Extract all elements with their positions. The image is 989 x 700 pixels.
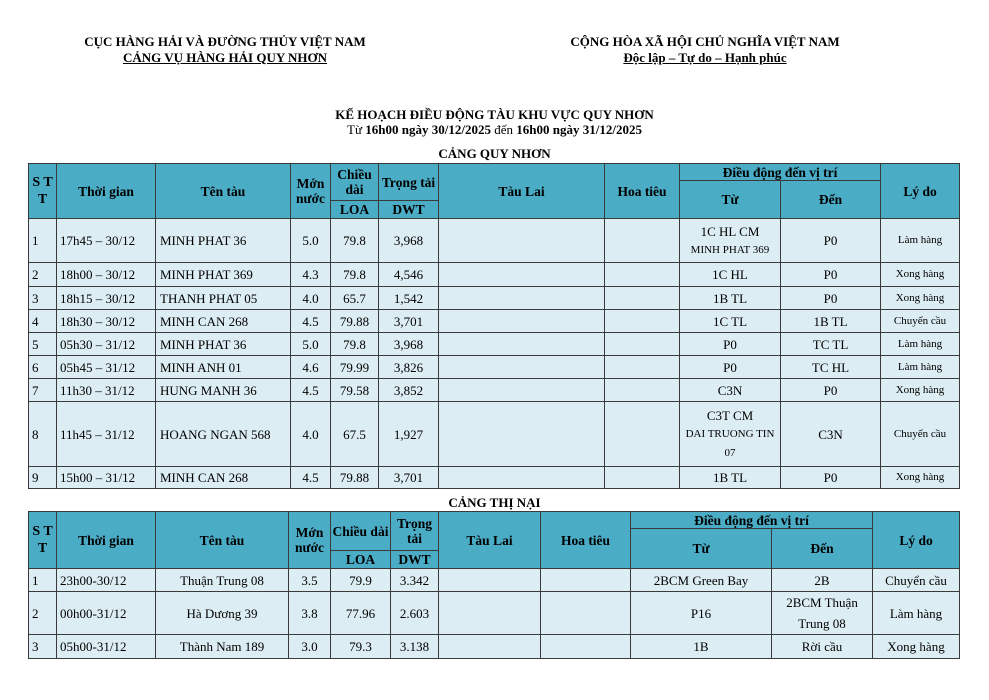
to-cell: TC HL <box>781 356 881 379</box>
draft-cell: 5.0 <box>291 219 331 263</box>
tug-cell <box>439 219 605 263</box>
loa-cell: 79.88 <box>331 467 379 489</box>
col-to: Đến <box>781 181 881 219</box>
col-length: Chiều dài <box>331 164 379 201</box>
from-location: 1C TL <box>712 313 748 329</box>
stt-cell: 2 <box>29 263 57 287</box>
from-cell <box>680 356 781 379</box>
quynhon-table <box>28 163 960 489</box>
draft-cell: 4.3 <box>291 263 331 287</box>
from-cell <box>680 287 781 310</box>
tug-cell <box>439 333 605 356</box>
table-row <box>29 402 960 467</box>
tug-cell <box>439 356 605 379</box>
from-cell <box>680 402 781 467</box>
ship-cell: Thành Nam 189 <box>156 635 289 659</box>
from-location: C3N <box>717 382 743 398</box>
pilot-cell <box>605 356 680 379</box>
pilot-cell <box>605 333 680 356</box>
ship-cell: Hà Dương 39 <box>156 592 289 635</box>
reason-cell: Làm hàng <box>881 333 960 356</box>
stt-cell: 4 <box>29 310 57 333</box>
col-stt: S T T <box>29 164 57 219</box>
to-cell: P0 <box>781 287 881 310</box>
to-cell: 2B <box>772 569 873 592</box>
table-row <box>29 310 960 333</box>
dwt-cell: 3.138 <box>391 635 439 659</box>
time-cell: 18h30 – 30/12 <box>57 310 156 333</box>
dwt-cell: 3,852 <box>379 379 439 402</box>
from-location-detail: MINH PHAT 369 <box>690 243 770 256</box>
dwt-cell: 3,826 <box>379 356 439 379</box>
col-move: Điều động đến vị trí <box>680 164 881 181</box>
from-location: 1C HL CM <box>700 223 760 239</box>
to-cell: C3N <box>781 402 881 467</box>
col-move: Điều động đến vị trí <box>631 512 873 529</box>
stt-cell: 3 <box>29 635 57 659</box>
time-cell: 18h00 – 30/12 <box>57 263 156 287</box>
col-dwt: Trọng tải <box>379 164 439 201</box>
col-ship: Tên tàu <box>156 512 289 569</box>
col-tug: Tàu Lai <box>439 164 605 219</box>
national-header <box>540 34 870 66</box>
stt-cell: 7 <box>29 379 57 402</box>
reason-cell: Chuyển cầu <box>881 402 960 467</box>
table-row <box>29 467 960 489</box>
table-row <box>29 263 960 287</box>
loa-cell: 79.88 <box>331 310 379 333</box>
col-tug: Tàu Lai <box>439 512 541 569</box>
loa-cell: 79.8 <box>331 219 379 263</box>
reason-cell: Xong hàng <box>881 467 960 489</box>
agency-header <box>60 34 390 66</box>
time-cell: 11h30 – 31/12 <box>57 379 156 402</box>
col-loa: LOA <box>331 551 391 569</box>
time-cell: 17h45 – 30/12 <box>57 219 156 263</box>
reason-cell: Chuyển cầu <box>881 310 960 333</box>
stt-cell: 3 <box>29 287 57 310</box>
col-length: Chiều dài <box>331 512 391 551</box>
dwt-cell: 2.603 <box>391 592 439 635</box>
table-row <box>29 379 960 402</box>
tug-cell <box>439 569 541 592</box>
dwt-cell: 3.342 <box>391 569 439 592</box>
time-cell: 05h30 – 31/12 <box>57 333 156 356</box>
stt-cell: 5 <box>29 333 57 356</box>
reason-cell: Xong hàng <box>881 379 960 402</box>
from-cell <box>680 333 781 356</box>
to-cell: Rời cầu <box>772 635 873 659</box>
col-dwt-unit: DWT <box>391 551 439 569</box>
from-cell: P16 <box>631 592 772 635</box>
to-cell: P0 <box>781 219 881 263</box>
pilot-cell <box>605 402 680 467</box>
table-row <box>29 592 960 635</box>
tug-cell <box>439 635 541 659</box>
col-time: Thời gian <box>57 512 156 569</box>
time-cell: 05h45 – 31/12 <box>57 356 156 379</box>
stt-cell: 1 <box>29 569 57 592</box>
pilot-cell <box>541 592 631 635</box>
ship-cell: MINH CAN 268 <box>156 310 291 333</box>
col-ship: Tên tàu <box>156 164 291 219</box>
agency-name: CỤC HÀNG HẢI VÀ ĐƯỜNG THỦY VIỆT NAM <box>84 34 366 49</box>
from-cell <box>680 219 781 263</box>
from-cell <box>680 467 781 489</box>
ship-cell: MINH PHAT 369 <box>156 263 291 287</box>
pilot-cell <box>605 379 680 402</box>
to-cell: 1B TL <box>781 310 881 333</box>
table-row <box>29 356 960 379</box>
reason-cell: Chuyển cầu <box>873 569 960 592</box>
pilot-cell <box>605 310 680 333</box>
page-title: KẾ HOẠCH ĐIỀU ĐỘNG TÀU KHU VỰC QUY NHƠN <box>335 107 654 122</box>
from-location: 1C HL <box>712 267 748 282</box>
stt-cell: 6 <box>29 356 57 379</box>
col-draft: Mớn nước <box>291 164 331 219</box>
loa-cell: 79.9 <box>331 569 391 592</box>
dwt-cell: 3,968 <box>379 333 439 356</box>
to-word: đến <box>494 122 514 137</box>
ship-cell: MINH PHAT 36 <box>156 219 291 263</box>
from-cell <box>680 310 781 333</box>
time-cell: 15h00 – 31/12 <box>57 467 156 489</box>
draft-cell: 3.5 <box>289 569 331 592</box>
col-loa: LOA <box>331 201 379 219</box>
tug-cell <box>439 592 541 635</box>
col-reason: Lý do <box>873 512 960 569</box>
draft-cell: 4.5 <box>291 379 331 402</box>
tug-cell <box>439 287 605 310</box>
loa-cell: 79.58 <box>331 379 379 402</box>
reason-cell: Xong hàng <box>881 287 960 310</box>
draft-cell: 4.5 <box>291 467 331 489</box>
loa-cell: 79.8 <box>331 263 379 287</box>
loa-cell: 79.99 <box>331 356 379 379</box>
from-location: C3T CM <box>706 407 754 423</box>
pilot-cell <box>605 287 680 310</box>
to-time: 16h00 ngày 31/12/2025 <box>516 122 642 137</box>
ship-cell: MINH PHAT 36 <box>156 333 291 356</box>
from-location: P0 <box>723 359 737 375</box>
reason-cell: Làm hàng <box>873 592 960 635</box>
from-location: P0 <box>723 336 737 352</box>
col-stt: S T T <box>29 512 57 569</box>
table-row <box>29 219 960 263</box>
dwt-cell: 1,542 <box>379 287 439 310</box>
port-authority-name: CẢNG VỤ HÀNG HẢI QUY NHƠN <box>122 50 328 65</box>
col-time: Thời gian <box>57 164 156 219</box>
tug-cell <box>439 402 605 467</box>
draft-cell: 3.0 <box>289 635 331 659</box>
dwt-cell: 4,546 <box>379 263 439 287</box>
loa-cell: 65.7 <box>331 287 379 310</box>
reason-cell: Làm hàng <box>881 219 960 263</box>
time-cell: 18h15 – 30/12 <box>57 287 156 310</box>
draft-cell: 4.5 <box>291 310 331 333</box>
from-word: Từ <box>347 122 363 137</box>
pilot-cell <box>605 467 680 489</box>
from-cell: 2BCM Green Bay <box>631 569 772 592</box>
col-from: Từ <box>680 181 781 219</box>
section-title-thinai: CẢNG THỊ NẠI <box>448 495 541 510</box>
col-draft: Mớn nước <box>289 512 331 569</box>
loa-cell: 79.8 <box>331 333 379 356</box>
col-reason: Lý do <box>881 164 960 219</box>
section-title-quynhon: CẢNG QUY NHƠN <box>438 146 551 161</box>
time-cell: 11h45 – 31/12 <box>57 402 156 467</box>
ship-cell: Thuận Trung 08 <box>156 569 289 592</box>
col-dwt: Trọng tải <box>391 512 439 551</box>
table-row <box>29 569 960 592</box>
ship-cell: MINH CAN 268 <box>156 467 291 489</box>
ship-cell: MINH ANH 01 <box>156 356 291 379</box>
loa-cell: 79.3 <box>331 635 391 659</box>
table-row <box>29 333 960 356</box>
to-cell: P0 <box>781 379 881 402</box>
stt-cell: 8 <box>29 402 57 467</box>
to-cell: 2BCM Thuận Trung 08 <box>772 592 873 635</box>
pilot-cell <box>605 219 680 263</box>
pilot-cell <box>541 635 631 659</box>
dwt-cell: 3,968 <box>379 219 439 263</box>
page-subtitle <box>0 122 989 137</box>
ship-cell: HOANG NGAN 568 <box>156 402 291 467</box>
stt-cell: 9 <box>29 467 57 489</box>
table-row <box>29 287 960 310</box>
tug-cell <box>439 263 605 287</box>
from-location: 1B TL <box>712 470 748 485</box>
draft-cell: 4.0 <box>291 287 331 310</box>
stt-cell: 2 <box>29 592 57 635</box>
col-to: Đến <box>772 529 873 569</box>
pilot-cell <box>541 569 631 592</box>
col-pilot: Hoa tiêu <box>605 164 680 219</box>
draft-cell: 4.6 <box>291 356 331 379</box>
dwt-cell: 1,927 <box>379 402 439 467</box>
tug-cell <box>439 310 605 333</box>
dwt-cell: 3,701 <box>379 467 439 489</box>
to-cell: TC TL <box>781 333 881 356</box>
loa-cell: 67.5 <box>331 402 379 467</box>
from-location-detail: DAI TRUONG TIN 07 <box>685 427 775 459</box>
draft-cell: 4.0 <box>291 402 331 467</box>
col-dwt-unit: DWT <box>379 201 439 219</box>
loa-cell: 77.96 <box>331 592 391 635</box>
draft-cell: 3.8 <box>289 592 331 635</box>
reason-cell: Xong hàng <box>881 263 960 287</box>
tug-cell <box>439 467 605 489</box>
tug-cell <box>439 379 605 402</box>
pilot-cell <box>605 263 680 287</box>
to-cell: P0 <box>781 467 881 489</box>
thinai-table <box>28 511 960 659</box>
from-cell: 1B <box>631 635 772 659</box>
from-cell <box>680 379 781 402</box>
reason-cell: Làm hàng <box>881 356 960 379</box>
ship-cell: THANH PHAT 05 <box>156 287 291 310</box>
dwt-cell: 3,701 <box>379 310 439 333</box>
draft-cell: 5.0 <box>291 333 331 356</box>
col-from: Từ <box>631 529 772 569</box>
from-location: 1B TL <box>712 290 748 306</box>
reason-cell: Xong hàng <box>873 635 960 659</box>
from-cell <box>680 263 781 287</box>
ship-cell: HUNG MANH 36 <box>156 379 291 402</box>
table-row <box>29 635 960 659</box>
time-cell: 00h00-31/12 <box>57 592 156 635</box>
from-time: 16h00 ngày 30/12/2025 <box>365 122 491 137</box>
to-cell: P0 <box>781 263 881 287</box>
col-pilot: Hoa tiêu <box>541 512 631 569</box>
stt-cell: 1 <box>29 219 57 263</box>
time-cell: 23h00-30/12 <box>57 569 156 592</box>
motto: Độc lập – Tự do – Hạnh phúc <box>623 50 787 65</box>
country-name: CỘNG HÒA XÃ HỘI CHỦ NGHĨA VIỆT NAM <box>570 34 840 49</box>
time-cell: 05h00-31/12 <box>57 635 156 659</box>
